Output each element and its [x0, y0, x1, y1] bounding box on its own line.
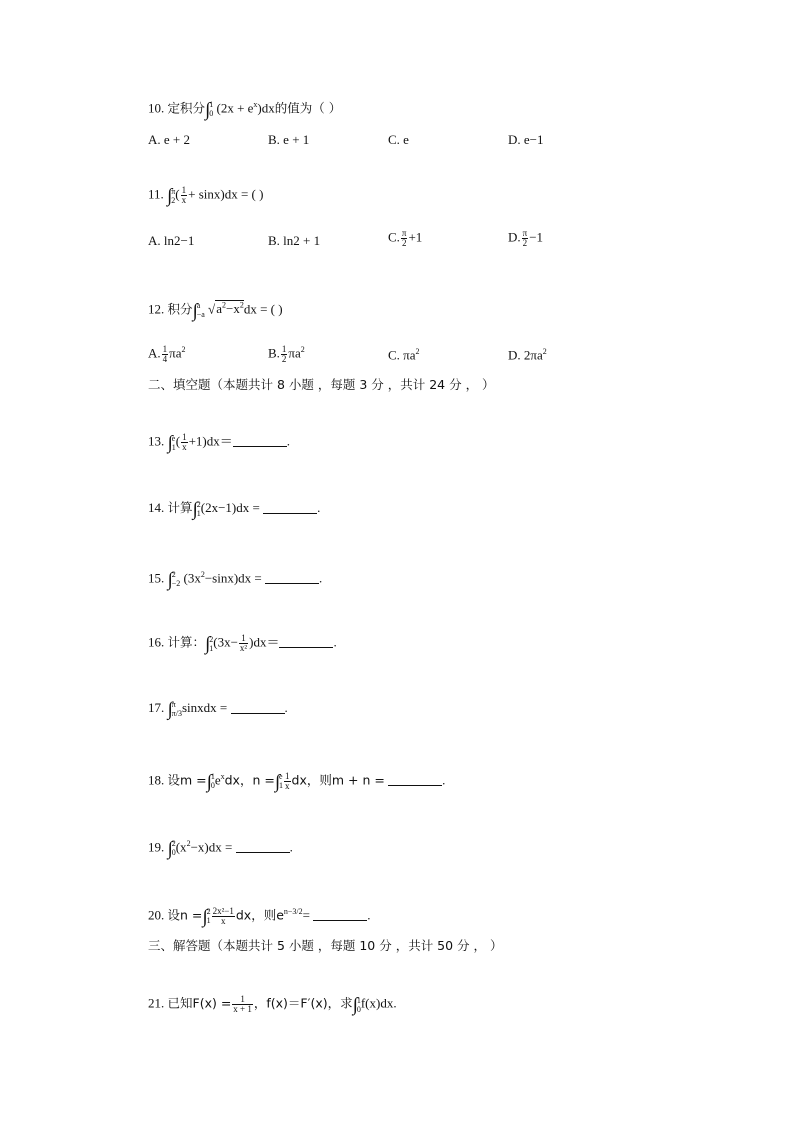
fraction: $\frac{1}{x}$ — [285, 770, 290, 791]
fraction: $\frac{1}{x}$ — [182, 432, 187, 452]
integral-limits: 1 0 — [209, 100, 214, 119]
question-number: 17. — [148, 700, 165, 715]
question-text: 已知F(x) = — [167, 995, 232, 1011]
answer-blank[interactable] — [233, 435, 287, 447]
integrand: (2x + e — [216, 100, 254, 116]
fraction: $\frac{\text{2x²−1}}{x}$ — [212, 905, 234, 926]
question-number: 18. — [148, 772, 165, 788]
option-b: B. ln2 + 1 — [268, 233, 321, 248]
question-11: 11. ∫ π 2 ( $\frac{1}{x}$ + sinx)dx = ( ) — [148, 185, 264, 207]
integral-limits: π π/3 — [171, 700, 182, 719]
fraction: $\frac{1}{\text{x²}}$ — [239, 633, 248, 653]
option-b: B. e + 1 — [268, 132, 310, 147]
question-text: 定积分 — [167, 100, 206, 116]
integral-sign-icon: ∫ — [192, 300, 198, 322]
option-a: A. $\frac{1}{4}$ $\pi a^2$ — [148, 343, 186, 364]
option-b: B. $\frac{1}{2}$ $\pi a^2$ — [268, 343, 305, 364]
section-heading-answer: 三、解答题（本题共计 5 小题 ，每题 10 分 ，共计 50 分 ， ） — [148, 938, 503, 953]
integrand: f(x)dx. — [360, 995, 397, 1011]
question-number: 11. — [148, 186, 164, 202]
question-12: 12. 积分∫ a −a $√a^2-x^2dx$ = ( ) — [148, 300, 283, 322]
answer-blank[interactable] — [236, 841, 290, 853]
answer-blank[interactable] — [279, 636, 333, 648]
integrand: + sinx)dx = ( ) — [188, 186, 264, 202]
question-text: 计算： — [167, 634, 206, 650]
integral-limits: 1 0 — [356, 995, 361, 1014]
question-15: 15. ∫ 2 −2 $(3x^2-\sin x)dx$ = . — [148, 569, 323, 591]
integral-sign-icon: ∫ — [202, 906, 208, 928]
section-heading-fill-in: 二、填空题（本题共计 8 小题 ，每题 3 分 ，共计 24 分 ， ） — [148, 377, 495, 392]
question-14: 14. 计算∫ 2 1 (2x−1)dx = . — [148, 499, 321, 520]
answer-blank[interactable] — [263, 502, 317, 514]
integral-sign-icon: ∫ — [167, 569, 173, 591]
question-19: 19. ∫ 2 0 $(x^2-x)dx$ = . — [148, 838, 293, 860]
question-17: 17. ∫ π π/3 sinxdx = . — [148, 699, 288, 720]
question-10: 10. 定积分∫ 1 0 $(2x + e^x)dx$的值为（ ） — [148, 99, 342, 121]
question-suffix: 的值为（ ） — [274, 100, 342, 116]
integrand: dx = ( ) — [243, 301, 283, 317]
integral-limits: 2 1 — [209, 634, 214, 653]
integrand: (3x — [183, 570, 201, 586]
question-text: 设n = — [167, 907, 203, 923]
integral-limits: 2 −2 — [171, 570, 181, 589]
integral-sign-icon: ∫ — [274, 771, 281, 793]
square-root: $a^2-x^2$ — [216, 301, 244, 317]
integral-limits: e 1 — [171, 433, 176, 452]
question-text: 积分 — [167, 301, 193, 317]
integral-limits: π 2 — [171, 186, 176, 205]
integral-limits: 2 1 — [196, 500, 201, 519]
option-a: A. e + 2 — [148, 132, 190, 147]
question-number: 13. — [148, 433, 165, 449]
option-c: C. e — [388, 132, 409, 147]
question-21: 21. 已知F(x) = $\frac{1}{x + 1}$ ，f(x)＝F′(x)，求∫ 1 0 f(x)dx. — [148, 994, 397, 1016]
integral-limits: a −a — [196, 301, 205, 320]
question-number: 12. — [148, 301, 165, 317]
integral-sign-icon: ∫ — [167, 699, 173, 720]
question-number: 21. — [148, 995, 165, 1011]
answer-blank[interactable] — [388, 774, 442, 786]
integral-sign-icon: ∫ — [205, 99, 211, 121]
question-text: 计算 — [167, 500, 193, 515]
answer-blank[interactable] — [265, 572, 319, 584]
fraction: $\frac{1}{x + 1}$ — [233, 994, 252, 1014]
integral-sign-icon: ∫ — [206, 771, 212, 793]
question-18: 18. 设m =∫ 1 0 $e^xdx$，n =∫ e 1 $\frac{1}{x}$ dx，则m + n = . — [148, 770, 446, 793]
question-number: 14. — [148, 500, 165, 515]
integrand: (2x−1)dx = — [200, 500, 260, 515]
question-16: 16. 计算：∫ 2 1 (3x− $\frac{1}{\text{x²}}$ )dx＝ . — [148, 633, 337, 655]
integrand: +1)dx＝ — [188, 433, 233, 449]
integrand: sinxdx = — [181, 700, 228, 715]
question-text: 设m = — [167, 772, 207, 788]
integral-limits: 2 1 — [206, 907, 211, 926]
integral-limits: 2 0 — [171, 839, 176, 858]
question-number: 10. — [148, 100, 165, 116]
question-number: 16. — [148, 634, 165, 650]
integral-sign-icon: ∫ — [205, 633, 211, 655]
question-number: 15. — [148, 570, 165, 586]
question-number: 19. — [148, 839, 165, 855]
integral-limits: e 1 — [279, 772, 284, 791]
option-d: D. e−1 — [508, 132, 544, 147]
integrand: (3x− — [213, 634, 238, 650]
question-13: 13. ∫ e 1 ( $\frac{1}{x}$ +1)dx＝ . — [148, 432, 290, 454]
option-d: D. $2\pi a^2$ — [508, 347, 547, 363]
integral-limits: 1 0 — [210, 772, 215, 791]
question-number: 20. — [148, 907, 165, 923]
option-a: A. ln2−1 — [148, 233, 195, 248]
answer-blank[interactable] — [231, 702, 285, 714]
integral-sign-icon: ∫ — [167, 185, 173, 207]
integral-sign-icon: ∫ — [352, 994, 358, 1016]
integral-sign-icon: ∫ — [167, 838, 173, 860]
answer-blank[interactable] — [313, 909, 367, 921]
option-d: D. $\frac{\pi}{2}$ −1 — [508, 228, 544, 248]
option-c: C. $\frac{\pi}{2}$ +1 — [388, 228, 423, 248]
integral-sign-icon: ∫ — [167, 432, 173, 454]
fraction: $\frac{1}{x}$ — [181, 185, 187, 205]
integrand: (x — [175, 839, 187, 855]
option-c: C. $\pi a^2$ — [388, 347, 420, 363]
integral-sign-icon: ∫ — [192, 499, 198, 520]
question-20: 20. 设n =∫ 2 1 $\frac{\text{2x²−1}}{x}$ dx，则$e^{n-3/2}=$ . — [148, 905, 371, 928]
